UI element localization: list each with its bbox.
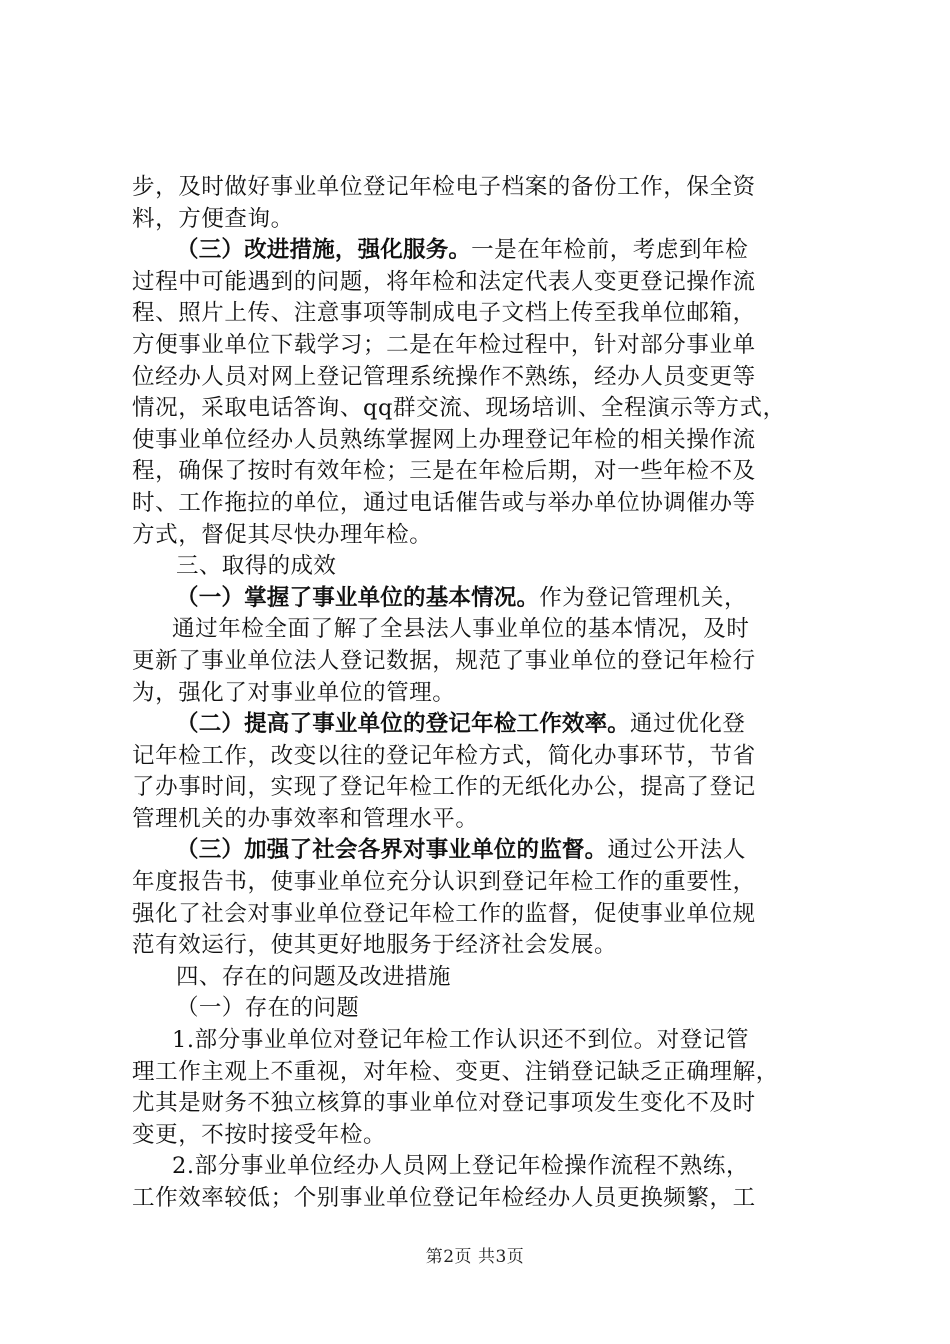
paragraph-line: 变更，不按时接受年检。	[132, 1121, 387, 1148]
paragraph-line: 步，及时做好事业单位登记年检电子档案的备份工作，保全资	[132, 174, 756, 200]
paragraph-line: 时、工作拖拉的单位，通过电话催告或与举办单位协调催办等	[132, 489, 756, 516]
paragraph-line: 通过年检全面了解了全县法人事业单位的基本情况，及时	[172, 616, 750, 643]
paragraph-line: 料，方便查询。	[132, 205, 294, 232]
paragraph-line: 位经办人员对网上登记管理系统操作不熟练，经办人员变更等	[132, 363, 756, 390]
paragraph-line	[132, 709, 840, 741]
paragraph-line	[132, 583, 840, 615]
paragraph-text: 一是在年检前，考虑到年检	[471, 237, 749, 264]
document-body	[132, 172, 840, 1215]
paragraph-text: 通过公开法人	[607, 837, 746, 864]
subsection-heading: （一）存在的问题	[176, 995, 360, 1022]
section-lead-bold: （一）掌握了事业单位的基本情况。	[176, 584, 540, 611]
paragraph-line	[132, 835, 840, 867]
section-heading: 三、取得的成效	[176, 553, 337, 580]
paragraph-line: 方式，督促其尽快办理年检。	[132, 521, 433, 548]
paragraph-text: 作为登记管理机关，	[539, 584, 748, 611]
paragraph-line: 管理机关的办事效率和管理水平。	[132, 805, 479, 832]
paragraph-line: 记年检工作，改变以往的登记年检方式，简化办事环节，节省	[132, 742, 756, 769]
page-number: 第2页 共3页	[425, 1247, 525, 1267]
paragraph-line: 尤其是财务不独立核算的事业单位对登记事项发生变化不及时	[132, 1090, 756, 1117]
paragraph-line: 程，确保了按时有效年检；三是在年检后期，对一些年检不及	[132, 458, 756, 485]
paragraph-text: 通过优化登	[630, 711, 746, 738]
section-lead-bold: （二）提高了事业单位的登记年检工作效率。	[176, 711, 631, 738]
paragraph-line: 1.部分事业单位对登记年检工作认识还不到位。对登记管	[172, 1027, 750, 1054]
paragraph-line: 2.部分事业单位经办人员网上登记年检操作流程不熟练，	[172, 1153, 750, 1180]
section-heading: 四、存在的问题及改进措施	[176, 963, 451, 990]
paragraph-line: 年度报告书，使事业单位充分认识到登记年检工作的重要性，	[132, 869, 756, 896]
paragraph-line	[132, 235, 840, 267]
paragraph-line: 程、照片上传、注意事项等制成电子文档上传至我单位邮箱，	[132, 300, 756, 327]
paragraph-line: 为，强化了对事业单位的管理。	[132, 679, 456, 706]
paragraph-line: 过程中可能遇到的问题，将年检和法定代表人变更登记操作流	[132, 268, 756, 295]
page-footer	[0, 1242, 950, 1267]
paragraph-line: 强化了社会对事业单位登记年检工作的监督，促使事业单位规	[132, 900, 756, 927]
paragraph-line: 理工作主观上不重视，对年检、变更、注销登记缺乏正确理解，	[132, 1058, 779, 1085]
paragraph-line: 更新了事业单位法人登记数据，规范了事业单位的登记年检行	[132, 647, 756, 674]
section-lead-bold: （三）加强了社会各界对事业单位的监督。	[176, 837, 608, 864]
paragraph-line: 情况，采取电话答询、qq群交流、现场培训、全程演示等方式，	[132, 395, 786, 422]
paragraph-line: 范有效运行，使其更好地服务于经济社会发展。	[132, 932, 618, 959]
paragraph-line: 使事业单位经办人员熟练掌握网上办理登记年检的相关操作流	[132, 426, 756, 453]
paragraph-line: 工作效率较低；个别事业单位登记年检经办人员更换频繁，工	[132, 1185, 756, 1211]
paragraph-line: 了办事时间，实现了登记年检工作的无纸化办公，提高了登记	[132, 774, 756, 801]
paragraph-line: 方便事业单位下载学习；二是在年检过程中，针对部分事业单	[132, 331, 756, 358]
section-lead-bold: （三）改进措施，强化服务。	[176, 237, 472, 264]
